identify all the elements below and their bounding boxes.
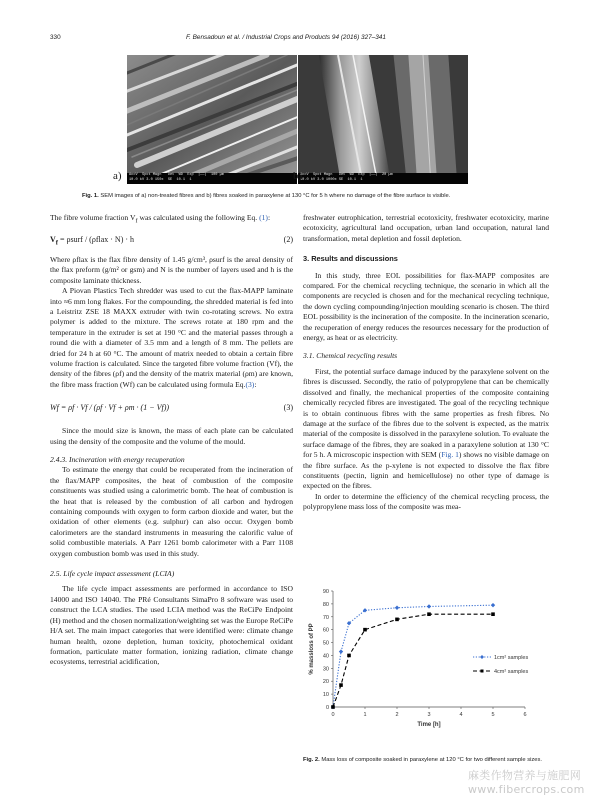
subsection-heading: 2.4.3. Incineration with energy recuperation [50, 455, 185, 465]
figure2-caption-label: Fig. 2. [303, 757, 320, 763]
sem-info-strip-b: AccV Spot Magn Det WD Exp |——| 20 µm 10.0 kV 3.0 1000x SE 10.1 1 [298, 173, 468, 184]
paragraph: In order to determine the efficiency of the chemical recycling process, the polypropylene mass loss of the composite was mea- [303, 491, 549, 512]
data-point [427, 612, 431, 616]
section-heading: 3. Results and discussions [303, 254, 398, 264]
y-tick-label: 50 [322, 640, 329, 647]
x-tick-label: 6 [523, 712, 527, 718]
y-tick-label: 80 [322, 601, 329, 608]
data-point [339, 649, 343, 653]
x-tick-label: 5 [491, 712, 495, 718]
paragraph: The fibre volume fraction $V_f$ was calculated using the following Eq. (1): [50, 213, 271, 225]
y-tick-label: 20 [322, 679, 329, 686]
figure-ref-link[interactable]: Fig. 1 [441, 450, 459, 460]
y-tick-label: 60 [322, 627, 329, 634]
paragraph: To estimate the energy that could be recuperated from the incineration of the flax/MAPP composites, the heat of combustion of the composite constituents was studied using a calorimetric bomb. The heat of combustion is the heat that is released by the combustion of all carbon and hydrogen containing compounds with oxygen to form carbon dioxide and water, but the oxidation of other elements (e.g. sulphur) can also occur. Oxygen bomb calorimeters are the standard instruments in measuring the calorific value of solid combustible materials. A Parr 1261 bomb calorimeter with a Parr 1108 oxygen combustion bomb was used in this study. [50, 465, 293, 558]
legend-marker [481, 670, 484, 673]
subsection-heading: 3.1. Chemical recycling results [303, 351, 398, 361]
paragraph: The life cycle impact assessments are performed in accordance to ISO 14000 and ISO 14040. The PRé Consultants SimaPro 8 software was used to construct the LCA studies. The used LCIA method was the ReCiPe Endpoint (H) method and the chosen normalization/weighting set was the Europe ReCiPe H/A set. The main impact categories that were identified were: climate change human health, ozone depletion, human toxicity, photochemical oxidant formation, particulate matter formation, ionizing radiation, climate change ecosystems, terrestrial acidification, [50, 584, 293, 667]
legend-label: 1cm² samples [494, 655, 529, 661]
equation-number: (3) [283, 403, 293, 413]
sem-image-b [298, 55, 468, 184]
figure2-caption-text: Mass loss of composite soaked in paraxylene at 120 °C for two different sample sizes. [319, 757, 543, 763]
data-point [491, 603, 495, 607]
x-tick-label: 1 [363, 712, 367, 718]
y-tick-label: 0 [325, 705, 329, 711]
equation-2 [50, 231, 293, 251]
subsection-heading: 2.5. Life cycle impact assessment (LCIA) [50, 569, 175, 579]
y-tick-label: 40 [322, 653, 329, 660]
x-tick-label: 0 [331, 712, 335, 718]
y-tick-label: 70 [322, 614, 329, 621]
figure1-caption-text: SEM images of a) non-treated fibres and b) fibres soaked in paraxylene at 130 °C for 5 h where no damage of the fibre surface is visible. [98, 193, 451, 199]
running-header: F. Bensadoun et al. / Industrial Crops and Products 94 (2016) 327–341 [186, 34, 386, 41]
paragraph: Where ρflax is the flax fibre density of 1.45 g/cm³, ρsurf is the areal density of the flax preform (g/m² or gsm) and N is the number of layers used and h is the composite laminate thickness. [50, 254, 293, 285]
figure1-caption [82, 192, 532, 200]
data-point [331, 705, 335, 709]
panel-label-b: b) [293, 170, 303, 182]
data-point [347, 654, 351, 658]
paragraph: Since the mould size is known, the mass of each plate can be calculated using the density of the composite and the volume of the mould. [50, 426, 293, 446]
x-tick-label: 3 [427, 712, 431, 718]
watermark: 麻类作物营养与施肥网 www.fibercrops.com [468, 769, 585, 796]
x-axis-label: Time [h] [417, 722, 441, 728]
sem-fibre-texture-b [298, 55, 468, 184]
y-tick-label: 10 [322, 692, 329, 699]
equation-2-body: $V_f$ = ρsurf / (ρflax · N) · h [50, 234, 135, 247]
paragraph: A Piovan Plastics Tech shredder was used to cut the flax-MAPP laminate into ≈6 mm long flakes. For the compounding, the shredded material is fed into a Leistritz ZSE 18 MAXX extruder with twin co-rotating screws. No extra polymer is added to the mixture. The screws rotate at 180 rpm and the temperature in the extruder is set at 190 °C and the material passes through a round die with a diameter of 3.5 mm and a length of 8 mm. The pellets are dried for 24 h at 60 °C. The amount of matrix needed to obtain a certain fibre volume fraction is calculated. Since the targeted fibre volume fraction (Vf), the density of the fibres (ρf) and the density of the matrix material (ρm) are known, the fibre mass fraction (Wf) can be calculated using formula Eq.(3): [50, 286, 293, 389]
left-column [50, 213, 293, 668]
data-point [427, 604, 431, 608]
figure2-caption [303, 756, 553, 764]
data-point [363, 628, 367, 632]
right-column [303, 213, 549, 513]
y-axis-label: % massloss of PP [309, 623, 315, 675]
y-tick-label: 90 [322, 589, 329, 595]
eq-ref-link[interactable]: (1) [259, 213, 268, 222]
sem-info-strip-a: AccV Spot Magn Det WD Exp |——| 100 µm 10.0 kV 3.0 150x SE 10.1 1 [127, 173, 297, 184]
equation-3-body: Wf = ρf · Vf / (ρf · Vf + ρm · (1 − Vf)) [50, 403, 170, 413]
paragraph: freshwater eutrophication, terrestrial ecotoxicity, freshwater ecotoxicity, marine ecotoxicity, agricultural land occupation, urban land occupation, natural land transformation, metal depletion and fossil depletion. [303, 213, 549, 243]
figure1-caption-label: Fig. 1. [82, 193, 99, 199]
paragraph: First, the potential surface damage induced by the paraxylene solvent on the fibres is discussed. Secondly, the ratio of polypropylene that can be chemically dissolved and finally, the mechanical properties of the composite containing chemically recycled fibres are investigated. The goal of the recycling technique is to obtain continuous fibres with the same properties as fresh fibres. No damage at the surface of the fibres due to the solvent is expected, as the matrix material of the composite is dissolved in the paraxylene solution. To evaluate the surface damage of the fibres, they are soaked in a paraxylene solution at 130 °C for 5 h. A microscopic inspection with SEM (Fig. 1) shows no visible damage on the fibre surface. As the p-xylene is not expected to dissolve the flax fibre constituents (pectin, lignin and hemicellulose) no other type of damage is expected on the fibres. [303, 366, 549, 491]
equation-number: (2) [283, 234, 293, 244]
legend-label: 4cm² samples [494, 669, 529, 675]
mass-loss-chart [303, 585, 549, 735]
sem-fibre-texture-a [127, 55, 297, 184]
legend-marker [480, 655, 484, 659]
panel-label-a: a) [113, 170, 122, 182]
data-point [395, 606, 399, 610]
data-point [339, 683, 343, 687]
paragraph: In this study, three EOL possibilities for flax-MAPP composites are compared. For the chemical recycling technique, the scenario in which all the components are recycled is chosen and for the mechanical recycling technique, the down cycling compounding/injection moulding scenario is chosen. The third EOL possibility is the incineration of the composite. In the incineration scenario, the recuperation of energy reduces the resources necessary for the production of energy, as heat or as electricity. [303, 270, 549, 343]
eq-ref-link[interactable]: (3) [245, 379, 255, 389]
sem-image-a [127, 55, 297, 184]
figure2-chart [303, 585, 549, 735]
page-number: 330 [50, 34, 61, 41]
y-tick-label: 30 [322, 666, 329, 673]
data-point [395, 618, 399, 622]
data-point [491, 612, 495, 616]
x-tick-label: 2 [395, 712, 399, 718]
x-tick-label: 4 [459, 712, 463, 718]
equation-3 [50, 398, 293, 420]
series-line-1 [333, 605, 493, 707]
series-line-2 [333, 614, 493, 707]
